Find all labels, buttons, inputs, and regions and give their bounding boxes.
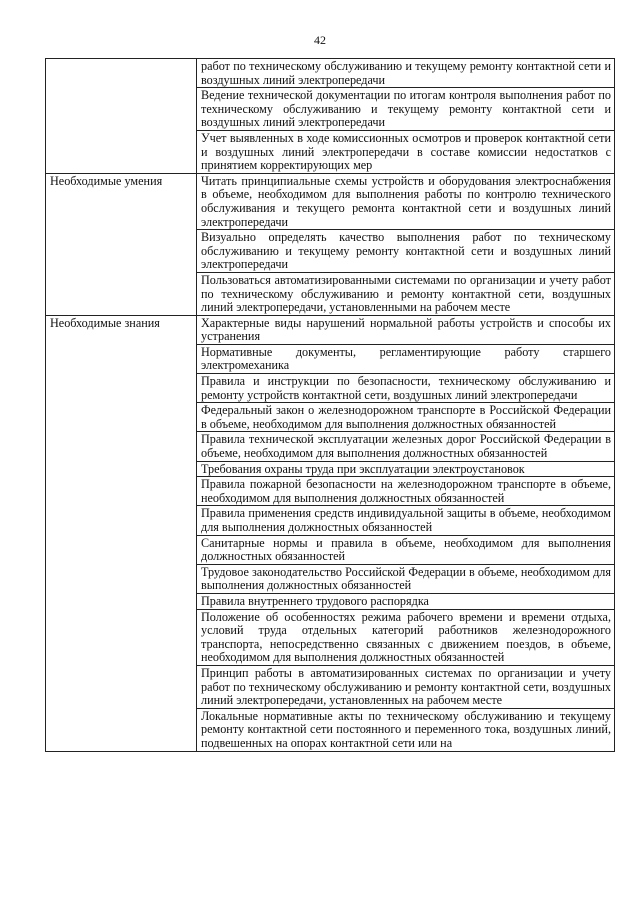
requirement-text: Требования охраны труда при эксплуатации электроустановок — [197, 461, 615, 477]
table-row — [46, 59, 615, 88]
table-row — [46, 315, 615, 344]
requirement-text: Пользоваться автоматизированными системами по организации и учету работ по техническому обслуживанию и ремонту контактной сети, воздушных линий электропередачи, установленными на рабочем месте — [197, 272, 615, 315]
requirement-text: Федеральный закон о железнодорожном транспорте в Российской Федерации в объеме, необходимом для выполнения должностных обязанностей — [197, 403, 615, 432]
table-row — [46, 173, 615, 229]
requirement-text: Правила внутреннего трудового распорядка — [197, 593, 615, 609]
requirement-text: Характерные виды нарушений нормальной работы устройств и способы их устранения — [197, 315, 615, 344]
section-label: Необходимые знания — [46, 315, 197, 751]
page-number: 42 — [314, 33, 326, 47]
requirement-text: Санитарные нормы и правила в объеме, необходимом для выполнения должностных обязанностей — [197, 535, 615, 564]
requirement-text: Принцип работы в автоматизированных системах по организации и учету работ по техническому обслуживанию и ремонту контактной сети, воздушных линий электропередачи, установленных на рабочем месте — [197, 665, 615, 708]
requirements-table-body — [46, 59, 615, 752]
requirement-text: Трудовое законодательство Российской Федерации в объеме, необходимом для выполнения должностных обязанностей — [197, 564, 615, 593]
requirement-text: Правила применения средств индивидуальной защиты в объеме, необходимом для выполнения должностных обязанностей — [197, 506, 615, 535]
requirement-text: Положение об особенностях режима рабочего времени и времени отдыха, условий труда отдельных категорий работников железнодорожного транспорта, непосредственно связанных с движением поездов, в объеме, необходимом для выполнения должностных обязанностей — [197, 609, 615, 665]
requirement-text: Ведение технической документации по итогам контроля выполнения работ по техническому обслуживанию и текущему ремонту контактной сети и воздушных линий электропередачи — [197, 88, 615, 131]
requirement-text: Правила и инструкции по безопасности, техническому обслуживанию и ремонту устройств контактной сети, воздушных линий электропередачи — [197, 374, 615, 403]
requirement-text: Правила пожарной безопасности на железнодорожном транспорте в объеме, необходимом для выполнения должностных обязанностей — [197, 477, 615, 506]
requirement-text: Учет выявленных в ходе комиссионных осмотров и проверок контактной сети и воздушных линий электропередачи в составе комиссии недостатков с принятием корректирующих мер — [197, 130, 615, 173]
section-label — [46, 59, 197, 174]
requirement-text: Правила технической эксплуатации железных дорог Российской Федерации в объеме, необходимом для выполнения должностных обязанностей — [197, 432, 615, 461]
requirement-text: работ по техническому обслуживанию и текущему ремонту контактной сети и воздушных линий электропередачи — [197, 59, 615, 88]
requirement-text: Визуально определять качество выполнения работ по техническому обслуживанию и текущему ремонту контактной сети и воздушных линий электропередачи — [197, 230, 615, 273]
requirement-text: Локальные нормативные акты по техническому обслуживанию и текущему ремонту контактной сети постоянного и переменного тока, воздушных линий, подвешенных на опорах контактной сети или на — [197, 708, 615, 751]
section-label: Необходимые умения — [46, 173, 197, 315]
requirements-table — [45, 58, 615, 752]
requirement-text: Нормативные документы, регламентирующие работу старшего электромеханика — [197, 344, 615, 373]
requirement-text: Читать принципиальные схемы устройств и оборудования электроснабжения в объеме, необходимом для выполнения работы по контролю технического обслуживания и текущего ремонта контактной сети и воздушных линий электропередачи — [197, 173, 615, 229]
